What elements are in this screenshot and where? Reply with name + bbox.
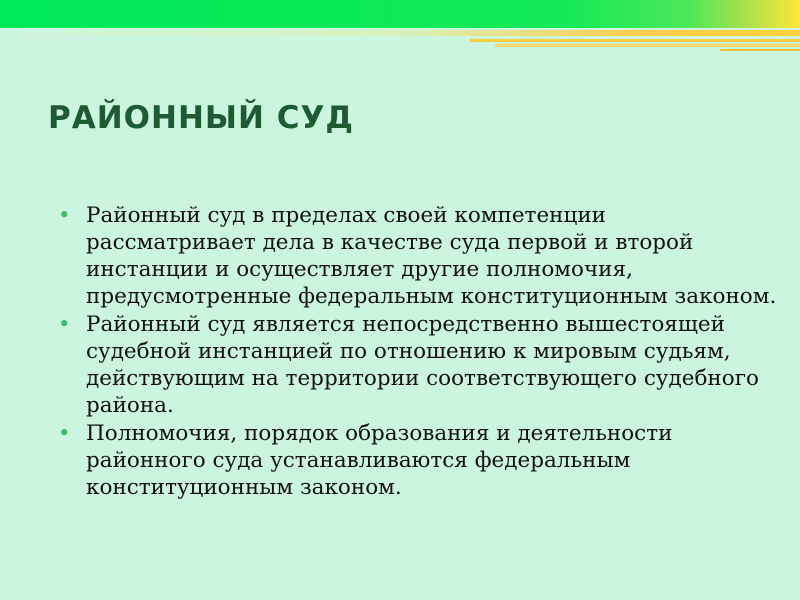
- bullet-text: Районный суд является непосредственно вышестоящей судебной инстанцией по отношению к мировым судьям, действующим на территории соответствующего судебного района.: [86, 312, 759, 418]
- bullet-list: [58, 202, 778, 502]
- bullet-text: Районный суд в пределах своей компетенции рассматривает дела в качестве суда первой и второй инстанции и осуществляет другие полномочия, предусмотренные федеральным конституционным законом.: [86, 203, 777, 309]
- decor-stripe: [720, 49, 800, 51]
- bullet-dot-icon: •: [58, 312, 71, 336]
- decor-stripe: [470, 39, 800, 42]
- top-accent-stripe: [0, 30, 800, 36]
- bullet-item: [58, 202, 778, 310]
- bullet-text: Полномочия, порядок образования и деятельности районного суда устанавливаются федеральным конституционным законом.: [86, 421, 673, 500]
- bullet-dot-icon: •: [58, 421, 71, 445]
- top-banner-bar: [0, 0, 800, 28]
- slide-title: РАЙОННЫЙ СУД: [48, 100, 355, 136]
- bullet-item: [58, 420, 778, 501]
- decor-stripe: [495, 44, 800, 47]
- bullet-item: [58, 311, 778, 419]
- bullet-dot-icon: •: [58, 203, 71, 227]
